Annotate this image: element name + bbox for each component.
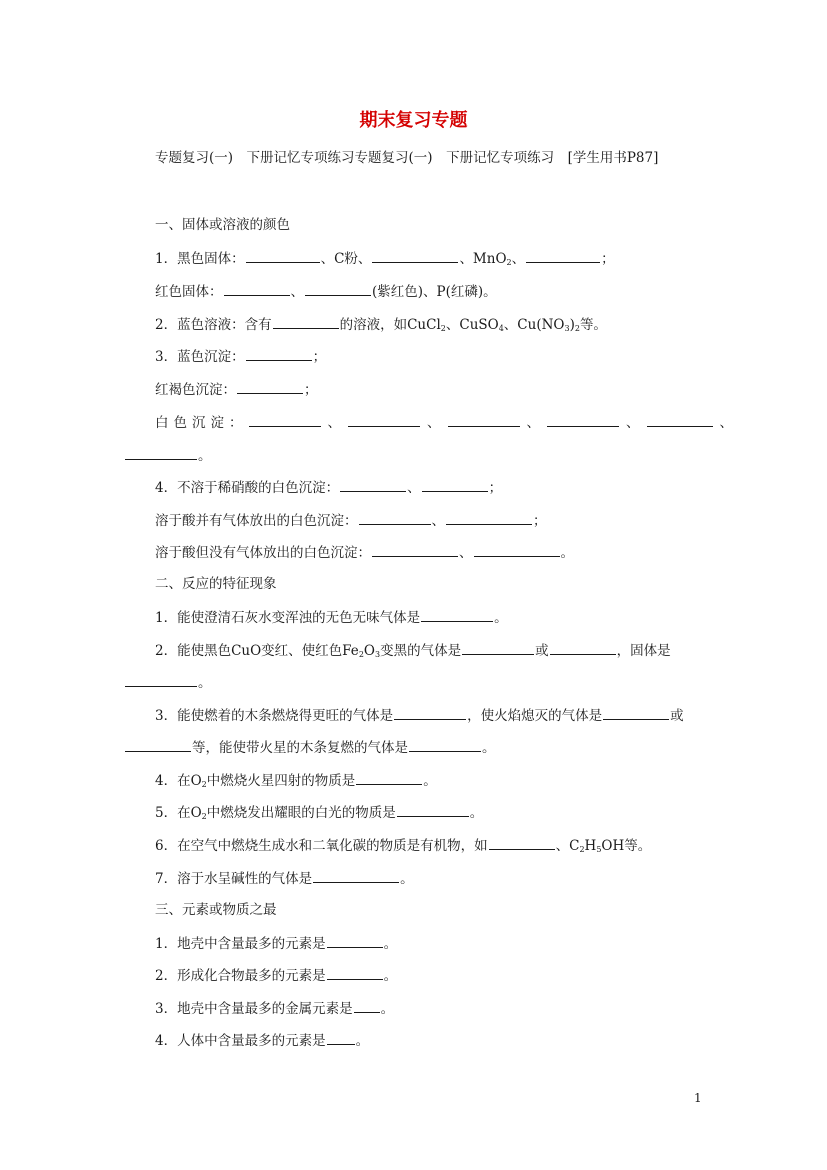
blank — [489, 836, 555, 850]
blank — [372, 543, 458, 557]
white-precipitate-line: 白色沉淀： 、 、 、 、 、 — [155, 415, 733, 431]
blank — [327, 966, 383, 980]
blank — [224, 282, 290, 296]
section-heading-1: 一、固体或溶液的颜色 — [155, 217, 290, 233]
blank — [237, 380, 303, 394]
blank — [446, 511, 532, 525]
blank — [474, 543, 560, 557]
blank — [125, 738, 191, 752]
reaction-1: 1．能使澄清石灰水变浑浊的无色无味气体是 。 — [155, 610, 508, 626]
page-title: 期末复习专题 — [359, 110, 468, 131]
page-number: 1 — [694, 1091, 702, 1105]
element-3: 3．地壳中含量最多的金属元素是 。 — [155, 1001, 395, 1017]
acid-gas-white-line: 溶于酸并有气体放出的白色沉淀： 、 ； — [155, 513, 547, 529]
blank — [550, 641, 616, 655]
element-2: 2．形成化合物最多的元素是 。 — [155, 968, 398, 984]
blank — [273, 315, 339, 329]
blank — [421, 608, 493, 622]
question-4-insoluble-white: 4．不溶于稀硝酸的白色沉淀： 、 ； — [155, 480, 503, 496]
reaction-3-cont: 等，能使带火星的木条复燃的气体是 。 — [124, 738, 496, 757]
reaction-3: 3．能使燃着的木条燃烧得更旺的气体是 ，使火焰熄灭的气体是 或 — [155, 708, 684, 724]
blank — [249, 413, 321, 427]
blank — [547, 413, 619, 427]
blank — [409, 738, 481, 752]
blank — [462, 641, 534, 655]
question-1-black-solids: 1．黑色固体： 、C粉、 、MnO$_2$、 ； — [155, 251, 615, 267]
blank — [348, 413, 420, 427]
blank — [394, 706, 466, 720]
blank — [372, 249, 458, 263]
reaction-7: 7．溶于水呈碱性的气体是 。 — [155, 871, 414, 887]
section-heading-3: 三、元素或物质之最 — [155, 902, 277, 918]
blank — [305, 282, 371, 296]
red-solids-line: 红色固体： 、 (紫红色)、P(红磷)。 — [155, 284, 497, 300]
blank — [448, 413, 520, 427]
blank — [340, 478, 406, 492]
reaction-2-cont: 。 — [124, 673, 212, 692]
blank — [125, 446, 197, 460]
blank — [397, 803, 469, 817]
blank — [422, 478, 488, 492]
blank — [603, 706, 669, 720]
blank — [359, 511, 431, 525]
acid-nogas-white-line: 溶于酸但没有气体放出的白色沉淀： 、 。 — [155, 545, 574, 561]
blank — [313, 869, 399, 883]
blank — [354, 999, 380, 1013]
element-1: 1．地壳中含量最多的元素是 。 — [155, 936, 398, 952]
blank — [526, 249, 600, 263]
blank — [246, 249, 320, 263]
subtitle: 专题复习(一) 下册记忆专项练习专题复习(一) 下册记忆专项练习 [学生用书P87] — [155, 150, 659, 166]
blank — [647, 413, 713, 427]
blank — [246, 347, 312, 361]
reaction-6: 6．在空气中燃烧生成水和二氧化碳的物质是有机物，如 、$C_2H_5OH$等。 — [155, 838, 652, 854]
reaction-2: 2．能使黑色CuO变红、使红色$Fe_2O_3$变黑的气体是 或 ，固体是 — [155, 643, 671, 659]
section-heading-2: 二、反应的特征现象 — [155, 576, 277, 592]
white-precipitate-line-cont: 。 — [124, 446, 212, 465]
blank — [356, 771, 422, 785]
red-brown-precipitate-line: 红褐色沉淀： ； — [155, 382, 318, 398]
blank — [327, 934, 383, 948]
blank — [125, 673, 197, 687]
blank — [327, 1031, 355, 1045]
question-3-blue-precipitate: 3．蓝色沉淀： ； — [155, 349, 327, 365]
reaction-4: 4．在$O_2$中燃烧火星四射的物质是 。 — [155, 773, 437, 789]
element-4: 4．人体中含量最多的元素是 。 — [155, 1033, 370, 1049]
question-2-blue-solution: 2．蓝色溶液：含有 的溶液，如CuCl$_2$、CuSO$_4$、$Cu(NO_3)_2$等。 — [155, 317, 607, 333]
reaction-5: 5．在$O_2$中燃烧发出耀眼的白光的物质是 。 — [155, 805, 484, 821]
